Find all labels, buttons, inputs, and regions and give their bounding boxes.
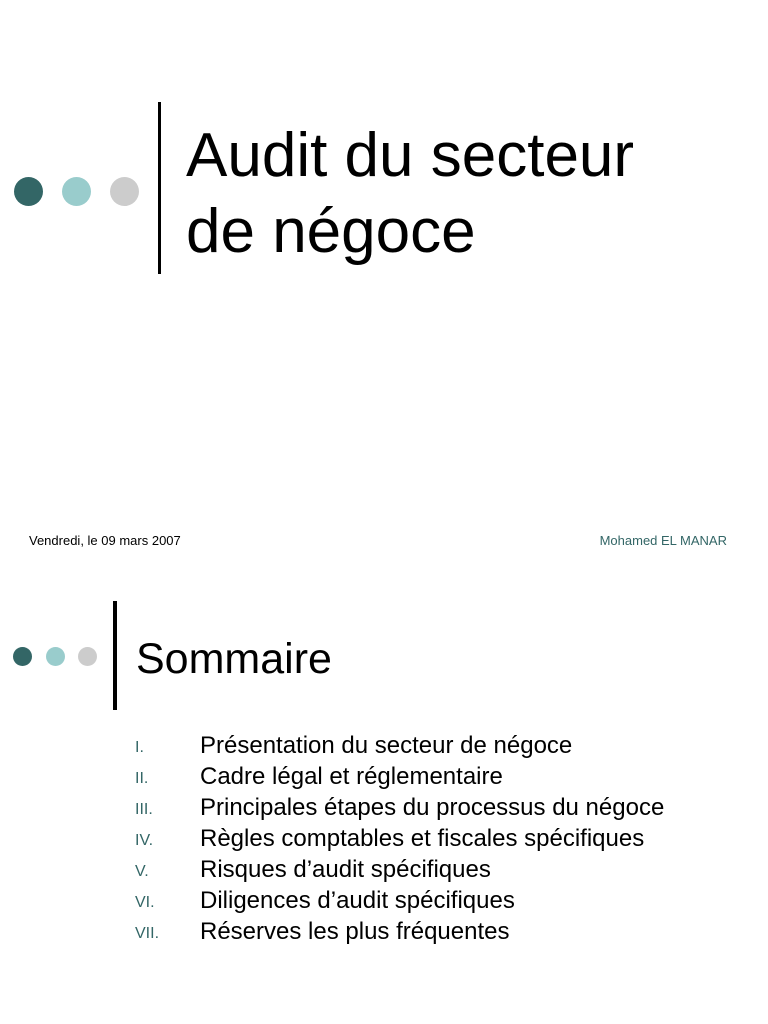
toc-text: Cadre légal et réglementaire	[200, 763, 503, 790]
dark-dot-decoration	[14, 177, 43, 206]
toc-number: IV.	[135, 832, 154, 849]
summary-title: Sommaire	[136, 635, 332, 683]
toc-text: Diligences d’audit spécifiques	[200, 887, 515, 914]
title-line-1: Audit du secteur	[186, 121, 635, 190]
summary-divider-bar	[113, 601, 117, 710]
toc-text: Règles comptables et fiscales spécifiques	[200, 825, 645, 852]
light-dot-decoration	[46, 647, 65, 666]
toc-number: VII.	[135, 925, 160, 942]
toc-number: I.	[135, 739, 144, 756]
light-dot-decoration	[62, 177, 91, 206]
dark-dot-decoration	[13, 647, 32, 666]
toc-item	[135, 730, 755, 761]
grey-dot-decoration	[110, 177, 139, 206]
toc-item	[135, 792, 755, 823]
presentation-title	[186, 118, 746, 270]
toc-number: V.	[135, 863, 149, 880]
toc-item	[135, 916, 755, 947]
toc-item	[135, 761, 755, 792]
footer-author: Mohamed EL MANAR	[599, 533, 727, 548]
toc-text: Réserves les plus fréquentes	[200, 918, 510, 945]
toc-number: II.	[135, 770, 149, 787]
toc-text: Principales étapes du processus du négoce	[200, 794, 665, 821]
toc-item	[135, 885, 755, 916]
toc-number: VI.	[135, 894, 155, 911]
table-of-contents	[135, 730, 755, 947]
toc-text: Présentation du secteur de négoce	[200, 732, 573, 759]
title-divider-bar	[158, 102, 161, 274]
grey-dot-decoration	[78, 647, 97, 666]
footer-date: Vendredi, le 09 mars 2007	[29, 533, 181, 548]
toc-item	[135, 823, 755, 854]
toc-text: Risques d’audit spécifiques	[200, 856, 491, 883]
toc-number: III.	[135, 801, 153, 818]
toc-item	[135, 854, 755, 885]
title-line-2: de négoce	[186, 197, 476, 266]
